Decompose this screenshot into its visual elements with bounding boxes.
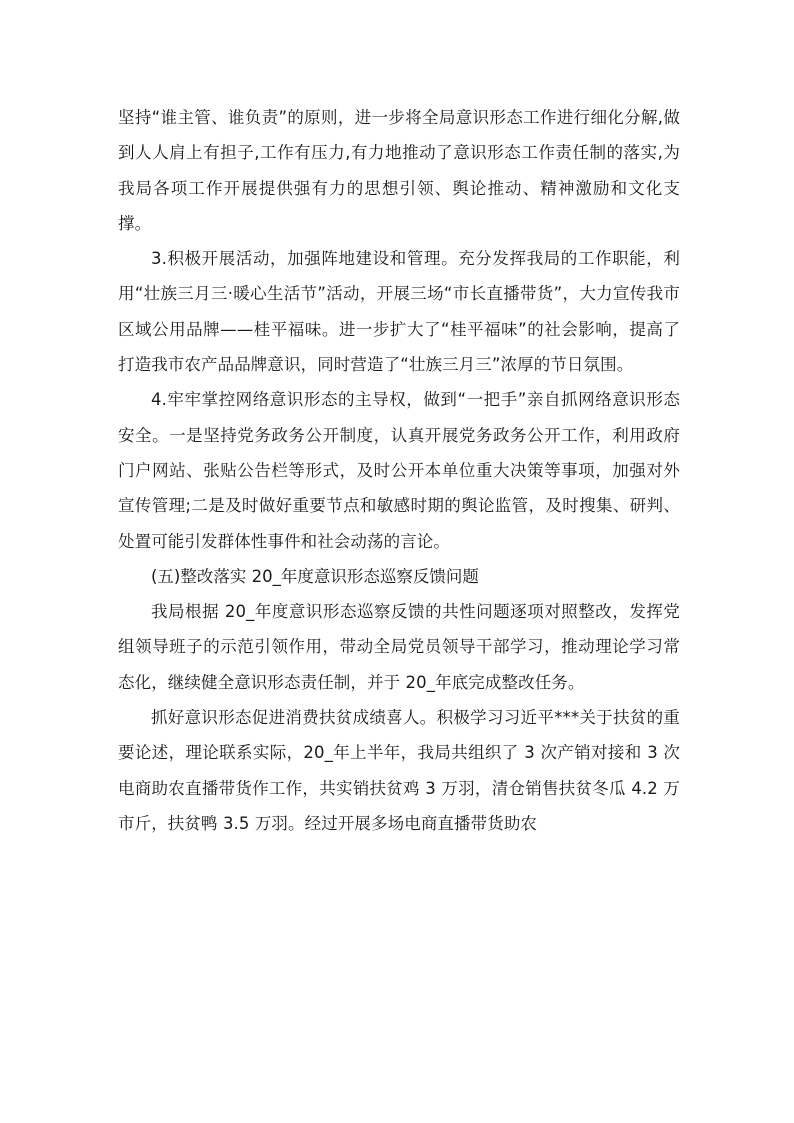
paragraph-poverty-consumption: 抓好意识形态促进消费扶贫成绩喜人。积极学习习近平***关于扶贫的重要论述，理论联系实际，20_年上半年，我局共组织了 3 次产销对接和 3 次电商助农直播带货作工作，共实销扶贫鸡 3 万羽，清仓销售扶贫冬瓜 4.2 万市斤，扶贫鸭 3.5 万羽。经过开展多场电商直播带货助农 <box>118 708 680 833</box>
paragraph-rectification: 我局根据 20_年度意识形态巡察反馈的共性问题逐项对照整改，发挥党组领导班子的示范引领作用，带动全局党员领导干部学习，推动理论学习常态化，继续健全意识形态责任制，并于 20_年底完成整改任务。 <box>118 602 680 692</box>
paragraph-activities: 3.积极开展活动，加强阵地建设和管理。充分发挥我局的工作职能，利用“壮族三月三·暖心生活节”活动，开展三场“市长直播带货”，大力宣传我市区域公用品牌——桂平福味。进一步扩大了“桂平福味”的社会影响，提高了打造我市农产品品牌意识，同时营造了“壮族三月三”浓厚的节日氛围。 <box>118 249 680 375</box>
document-body <box>118 100 680 841</box>
paragraph-network-ideology: 4.牢牢掌控网络意识形态的主导权，做到“一把手”亲自抓网络意识形态安全。一是坚持党务政务公开制度，认真开展党务政务公开工作，利用政府门户网站、张贴公告栏等形式，及时公开本单位重大决策等事项，加强对外宣传管理;二是及时做好重要节点和敏感时期的舆论监管，及时搜集、研判、处置可能引发群体性事件和社会动荡的言论。 <box>118 390 680 551</box>
paragraph-responsibility-principle: 坚持“谁主管、谁负责”的原则，进一步将全局意识形态工作进行细化分解,做到人人肩上有担子,工作有压力,有力地推动了意识形态工作责任制的落实,为我局各项工作开展提供强有力的思想引领、舆论推动、精神激励和文化支撑。 <box>118 108 680 233</box>
section-heading-rectification: (五)整改落实 20_年度意识形态巡察反馈问题 <box>151 566 479 586</box>
